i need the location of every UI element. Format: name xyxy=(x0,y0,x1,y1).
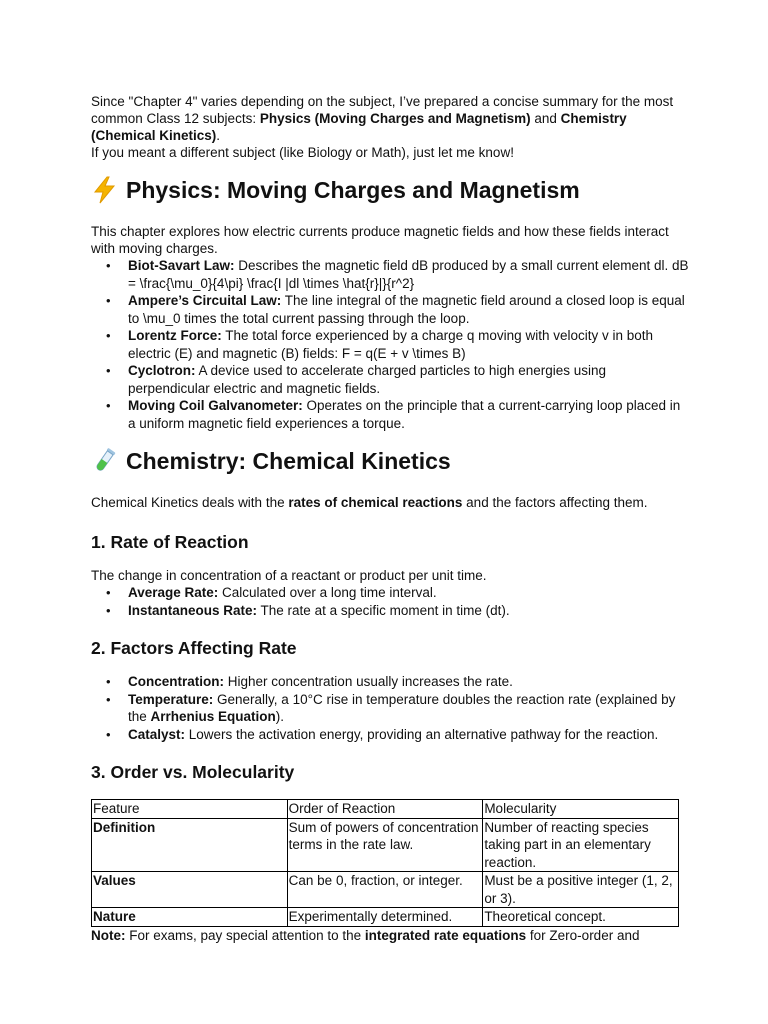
list-item: • Cyclotron: A device used to accelerate charged particles to high energies using perpendicular electric and magnetic fields. xyxy=(91,362,691,397)
list-item: • Temperature: Generally, a 10°C rise in temperature doubles the reaction rate (explained by the Arrhenius Equation). xyxy=(91,691,691,726)
table-header-cell: Order of Reaction xyxy=(287,800,483,819)
section-rate-of-reaction-heading: 1. Rate of Reaction xyxy=(91,532,249,552)
intro-followup: If you meant a different subject (like Biology or Math), just let me know! xyxy=(91,145,514,160)
list-item: • Lorentz Force: The total force experienced by a charge q moving with velocity v in both electric (E) and magnetic (B) fields: F = q(E + v \times B) xyxy=(91,327,691,362)
table-cell: Nature xyxy=(92,908,288,927)
table-row xyxy=(92,908,679,927)
table-cell: Theoretical concept. xyxy=(483,908,679,927)
chemistry-intro: Chemical Kinetics deals with the rates of chemical reactions and the factors affecting them. xyxy=(91,495,648,510)
rate-list xyxy=(91,584,691,619)
table-cell: Must be a positive integer (1, 2, or 3). xyxy=(483,872,679,908)
table-cell: Definition xyxy=(92,818,288,872)
table-cell: Can be 0, fraction, or integer. xyxy=(287,872,483,908)
section-factors-heading: 2. Factors Affecting Rate xyxy=(91,638,297,658)
rate-description: The change in concentration of a reactant or product per unit time. xyxy=(91,568,487,583)
table-cell: Values xyxy=(92,872,288,908)
table-cell: Sum of powers of concentration terms in the rate law. xyxy=(287,818,483,872)
list-item: • Ampere’s Circuital Law: The line integral of the magnetic field around a closed loop is equal to \mu_0 times the total current passing through the loop. xyxy=(91,292,691,327)
list-item: • Instantaneous Rate: The rate at a specific moment in time (dt). xyxy=(91,602,691,620)
list-item: • Average Rate: Calculated over a long time interval. xyxy=(91,584,691,602)
exam-note: Note: For exams, pay special attention to the integrated rate equations for Zero-order and xyxy=(91,927,640,943)
factors-list xyxy=(91,673,691,743)
table-header-row xyxy=(92,800,679,819)
physics-list xyxy=(91,257,691,432)
table-row xyxy=(92,818,679,872)
test-tube-icon xyxy=(91,447,118,475)
table-header-cell: Feature xyxy=(92,800,288,819)
document-page xyxy=(91,93,691,944)
table-cell: Number of reacting species taking part in an elementary reaction. xyxy=(483,818,679,872)
intro-paragraph: Since "Chapter 4" varies depending on the subject, I’ve prepared a concise summary for the most common Class 12 subjects: Physics (Moving Charges and Magnetism) and Chemistry (Chemical Kinetics). xyxy=(91,94,674,143)
list-item: • Catalyst: Lowers the activation energy, providing an alternative pathway for the reaction. xyxy=(91,726,691,744)
table-cell: Experimentally determined. xyxy=(287,908,483,927)
list-item: • Biot-Savart Law: Describes the magnetic field dB produced by a small current element dl. dB = \frac{\mu_0}{4\pi} \frac{I |dl \times \hat{r}|}{r^2} xyxy=(91,257,691,292)
physics-description: This chapter explores how electric currents produce magnetic fields and how these fields interact with moving charges. xyxy=(91,224,669,256)
lightning-icon xyxy=(91,176,118,204)
section-order-heading: 3. Order vs. Molecularity xyxy=(91,762,295,782)
table-header-cell: Molecularity xyxy=(483,800,679,819)
chemistry-heading: Chemistry: Chemical Kinetics xyxy=(91,446,691,476)
comparison-table xyxy=(91,799,679,927)
physics-heading: Physics: Moving Charges and Magnetism xyxy=(91,175,691,205)
list-item: • Concentration: Higher concentration usually increases the rate. xyxy=(91,673,691,691)
table-row xyxy=(92,872,679,908)
list-item: • Moving Coil Galvanometer: Operates on the principle that a current-carrying loop placed in a uniform magnetic field experiences a torque. xyxy=(91,397,691,432)
